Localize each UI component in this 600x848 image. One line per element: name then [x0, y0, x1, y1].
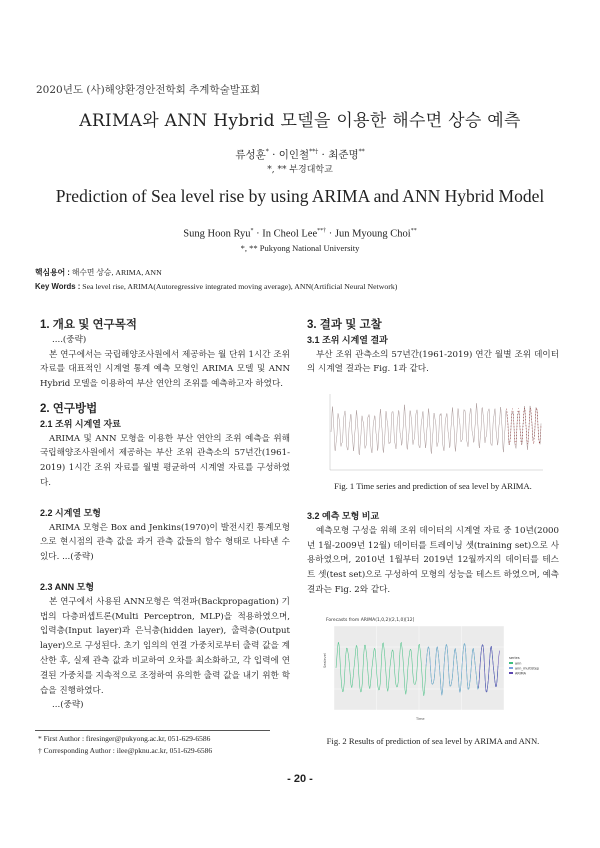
figure-2-chart — [320, 614, 552, 724]
legend-swatch-ann-multistep — [509, 667, 513, 669]
section-2-2-text: ARIMA 모형은 Box and Jenkins(1970)이 발전시킨 통계모형으로 현시점의 관측 값을 과거 관측 값들의 함수 형태로 나타낸 수 있다. ...(중략) — [40, 522, 290, 563]
section-1-title: 1. 개요 및 연구목적 — [40, 319, 137, 331]
authors-english: Sung Hoon Ryu* · In Cheol Lee**† · Jun Myoung Choi** — [183, 228, 417, 240]
figure-1-caption: Fig. 1 Time series and prediction of sea level by ARIMA. — [334, 481, 532, 491]
section-3-1-title: 3.1 조위 시계열 결과 — [307, 334, 388, 345]
section-2-3-title: 2.3 ANN 모형 — [40, 581, 95, 592]
figure-2-title: Forecasts from ARIMA(1,0,2)(2,1,0)[12] — [326, 618, 415, 623]
section-2-3-ellipsis: ...(중략) — [52, 700, 84, 711]
title-korean: ARIMA와 ANN Hybrid 모델을 이용한 해수면 상승 예측 — [79, 111, 521, 131]
keywords-english: Key Words : Sea level rise, ARIMA(Autoregressive integrated moving average), ANN(Artificial Neural Network) — [35, 282, 398, 291]
section-2-1-text: ARIMA 및 ANN 모형을 이용한 부산 연안의 조위 예측을 위해 국립해양조사원에서 제공하는 부산 조위 관측소의 57년간(1961-2019) 1시간 조위 자료를 월별 평균하여 시계열 자료를 구성하였다. — [40, 433, 290, 488]
section-3-title: 3. 결과 및 고찰 — [307, 319, 382, 331]
title-english: Prediction of Sea level rise by using ARIMA and ANN Hybrid Model — [55, 186, 545, 206]
section-3-2-text: 예측모형 구성을 위해 조위 데이터의 시계열 자료 중 10년(2000년 1월-2009년 12월) 데이터를 트레이닝 셋(training set)으로 사용하였으며, 2010년 1월부터 2019년 12월까지의 데이터를 테스트 셋(test set)으로 구성하여 모형의 성능을 테스트 하였으며, 예측결과는 Fig. 2와 같다. — [307, 525, 559, 595]
legend-label-ann: ann — [515, 661, 522, 666]
keywords-korean: 핵심용어 : 해수면 상승, ARIMA, ANN — [35, 268, 162, 277]
page-number: - 20 - — [287, 773, 313, 785]
figure-1-background — [318, 388, 550, 476]
legend-label-ann-multistep: ann_multistep — [515, 666, 540, 671]
section-1-ellipsis: ....(중략) — [52, 334, 87, 345]
right-column-mid — [307, 509, 559, 598]
section-2-2-title: 2.2 시계열 모형 — [40, 507, 101, 518]
figure-1-chart — [318, 388, 550, 476]
affiliation-english: *, ** Pukyong National University — [240, 243, 360, 253]
footnote-divider — [35, 730, 270, 731]
right-column-top — [307, 318, 559, 377]
section-2-1-title: 2.1 조위 시계열 자료 — [40, 418, 121, 429]
figure-2-legend-title: series — [509, 656, 520, 660]
left-column — [40, 318, 290, 713]
section-1-text: 본 연구에서는 국립해양조사원에서 제공하는 월 단위 1시간 조위자료를 대표적인 시계열 통계 예측 모형인 ARIMA 모델 및 ANN Hybrid 모델을 이용하여 부산 연안의 조위를 예측하고자 하였다. — [40, 349, 290, 390]
figure-2-caption: Fig. 2 Results of prediction of sea level by ARIMA and ANN. — [326, 736, 540, 746]
legend-swatch-arima — [509, 672, 513, 674]
legend-label-arima: ARIMA — [515, 671, 526, 676]
footnote-corresponding-author: † Corresponding Author : ilee@pknu.ac.kr, 051-629-6586 — [38, 746, 213, 755]
authors-korean: 류성훈* · 이인철**† · 최준명** — [235, 148, 365, 161]
section-3-2-title: 3.2 예측 모형 비교 — [307, 511, 380, 521]
section-3-1-text: 부산 조위 관측소의 57년간(1961-2019) 연간 월별 조위 데이터의 시계열 결과는 Fig. 1과 같다. — [307, 349, 559, 375]
conference-header: 2020년도 (사)해양환경안전학회 추계학술발표회 — [36, 84, 261, 96]
figure-2-x-label: Time — [416, 717, 425, 721]
figure-2-y-label: Sealevel — [323, 653, 327, 668]
legend-swatch-ann — [509, 662, 513, 664]
section-2-3-text: 본 연구에서 사용된 ANN모형은 역전파(Backpropagation) 기법의 다층퍼셉트론(Multi Perceptron, MLP)을 적용하였으며, 입력층(Input layer)과 은닉층(hidden layer), 출력층(Output layer)으로 구성된다. 초기 임의의 연결 가중치로부터 출력 값을 계산한 후, 실제 관측 값과 비교하여 오차를 최소화하고, 각 입력에 연결된 가중치를 지속적으로 조정하여 유의한 출력 값을 내기 위한 학습을 진행하였다. — [40, 596, 290, 696]
affiliation-korean: *, ** 부경대학교 — [267, 165, 333, 175]
section-2-title: 2. 연구방법 — [40, 402, 98, 415]
footnote-first-author: * First Author : firesinger@pukyong.ac.kr, 051-629-6586 — [38, 734, 211, 743]
